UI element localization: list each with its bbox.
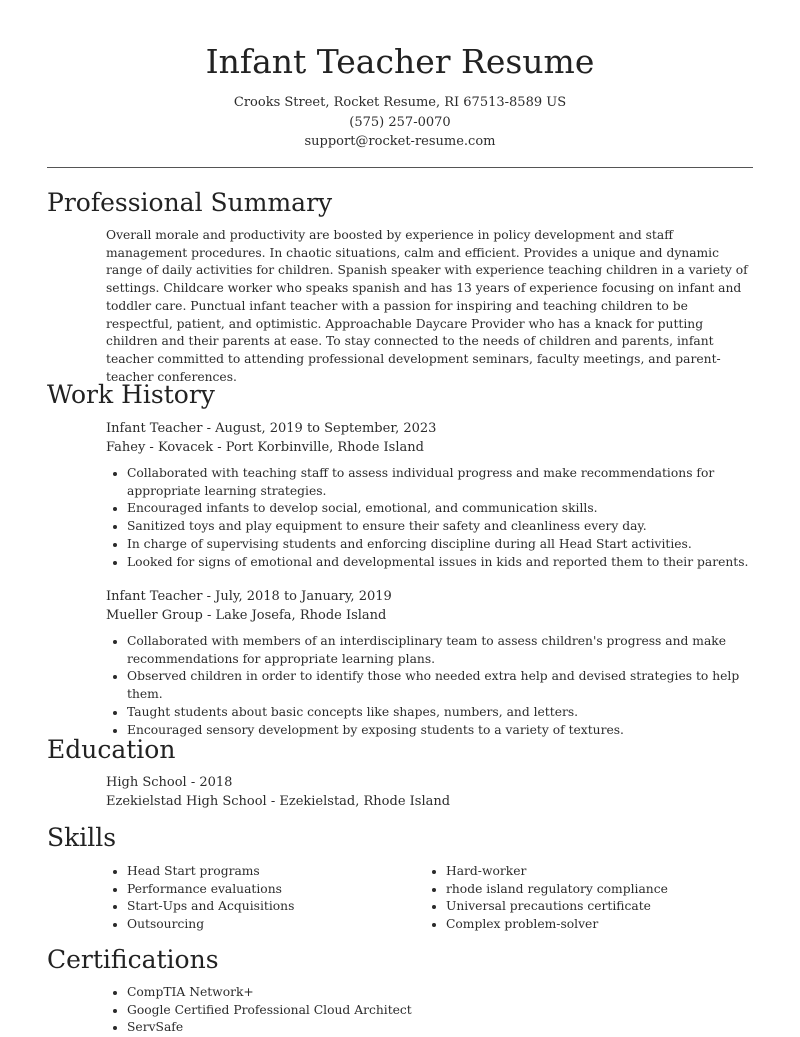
certification-item: • CompTIA Network+	[127, 984, 627, 1002]
skills-list-left	[106, 863, 427, 934]
skill-item: • Outsourcing	[127, 916, 427, 934]
certifications-heading: Certifications	[47, 945, 219, 974]
skill-item: • Head Start programs	[127, 863, 427, 881]
skill-item: • Hard-worker	[446, 863, 766, 881]
skills-heading: Skills	[47, 823, 117, 852]
education-school-location: Ezekielstad High School - Ezekielstad, Rhode Island	[106, 794, 451, 809]
certification-item: • Google Certified Professional Cloud Architect	[127, 1002, 627, 1020]
contact-phone: (575) 257-0070	[349, 114, 451, 130]
skill-item: • Start-Ups and Acquisitions	[127, 898, 427, 916]
contact-email: support@rocket-resume.com	[304, 134, 496, 149]
summary-text: Overall morale and productivity are boosted by experience in policy development and staff management procedures. In chaotic situations, calm and efficient. Provides a unique and dynamic range of daily activities for children. Spanish speaker with experience teaching children in a variety of settings. Childcare worker who speaks spanish and has 13 years of experience focusing on infant and toddler care. Punctual infant teacher with a passion for inspiring and teaching children to be respectful, patient, and optimistic. Approachable Daycare Provider who has a knack for putting children and their parents at ease. To stay connected to the needs of children and parents, infant teacher committed to attending professional development seminars, faculty meetings, and parent-teacher conferences.	[106, 228, 748, 384]
skill-item: • Universal precautions certificate	[446, 898, 766, 916]
job-bullet: • Encouraged sensory development by exposing students to a variety of textures.	[127, 722, 752, 740]
job-bullet: • Looked for signs of emotional and developmental issues in kids and reported them to their parents.	[127, 554, 752, 572]
certification-item: • ServSafe	[127, 1019, 627, 1037]
education-degree-year: High School - 2018	[106, 775, 233, 790]
resume-title: Infant Teacher Resume	[205, 42, 595, 81]
skill-item: • Complex problem-solver	[446, 916, 766, 934]
job-bullet: • Taught students about basic concepts like shapes, numbers, and letters.	[127, 704, 752, 722]
job-bullets	[106, 633, 752, 739]
job-bullet: • Encouraged infants to develop social, emotional, and communication skills.	[127, 500, 752, 518]
job-title-dates: Infant Teacher - August, 2019 to September, 2023	[106, 421, 437, 436]
job-bullets	[106, 465, 752, 571]
header-divider	[47, 167, 753, 168]
job-bullet: • Collaborated with members of an interdisciplinary team to assess children's progress and make recommendations for appropriate learning plans.	[127, 633, 752, 668]
job-bullet: • Observed children in order to identify those who needed extra help and devised strategies to help them.	[127, 668, 752, 703]
job-company-location: Fahey - Kovacek - Port Korbinville, Rhode Island	[106, 440, 424, 455]
certifications-list	[106, 984, 627, 1037]
contact-block	[0, 93, 800, 152]
job-company-location: Mueller Group - Lake Josefa, Rhode Island	[106, 608, 387, 623]
job-title-dates: Infant Teacher - July, 2018 to January, 2019	[106, 589, 392, 604]
summary-heading: Professional Summary	[47, 188, 333, 217]
education-heading: Education	[47, 735, 176, 764]
job-bullet: • Collaborated with teaching staff to assess individual progress and make recommendations for appropriate learning strategies.	[127, 465, 752, 500]
skill-item: • Performance evaluations	[127, 881, 427, 899]
job-bullet: • In charge of supervising students and enforcing discipline during all Head Start activities.	[127, 536, 752, 554]
skills-list-right	[425, 863, 766, 934]
skill-item: • rhode island regulatory compliance	[446, 881, 766, 899]
job-bullet: • Sanitized toys and play equipment to ensure their safety and cleanliness every day.	[127, 518, 752, 536]
contact-address: Crooks Street, Rocket Resume, RI 67513-8589 US	[233, 95, 567, 110]
work-history-heading: Work History	[47, 380, 215, 409]
